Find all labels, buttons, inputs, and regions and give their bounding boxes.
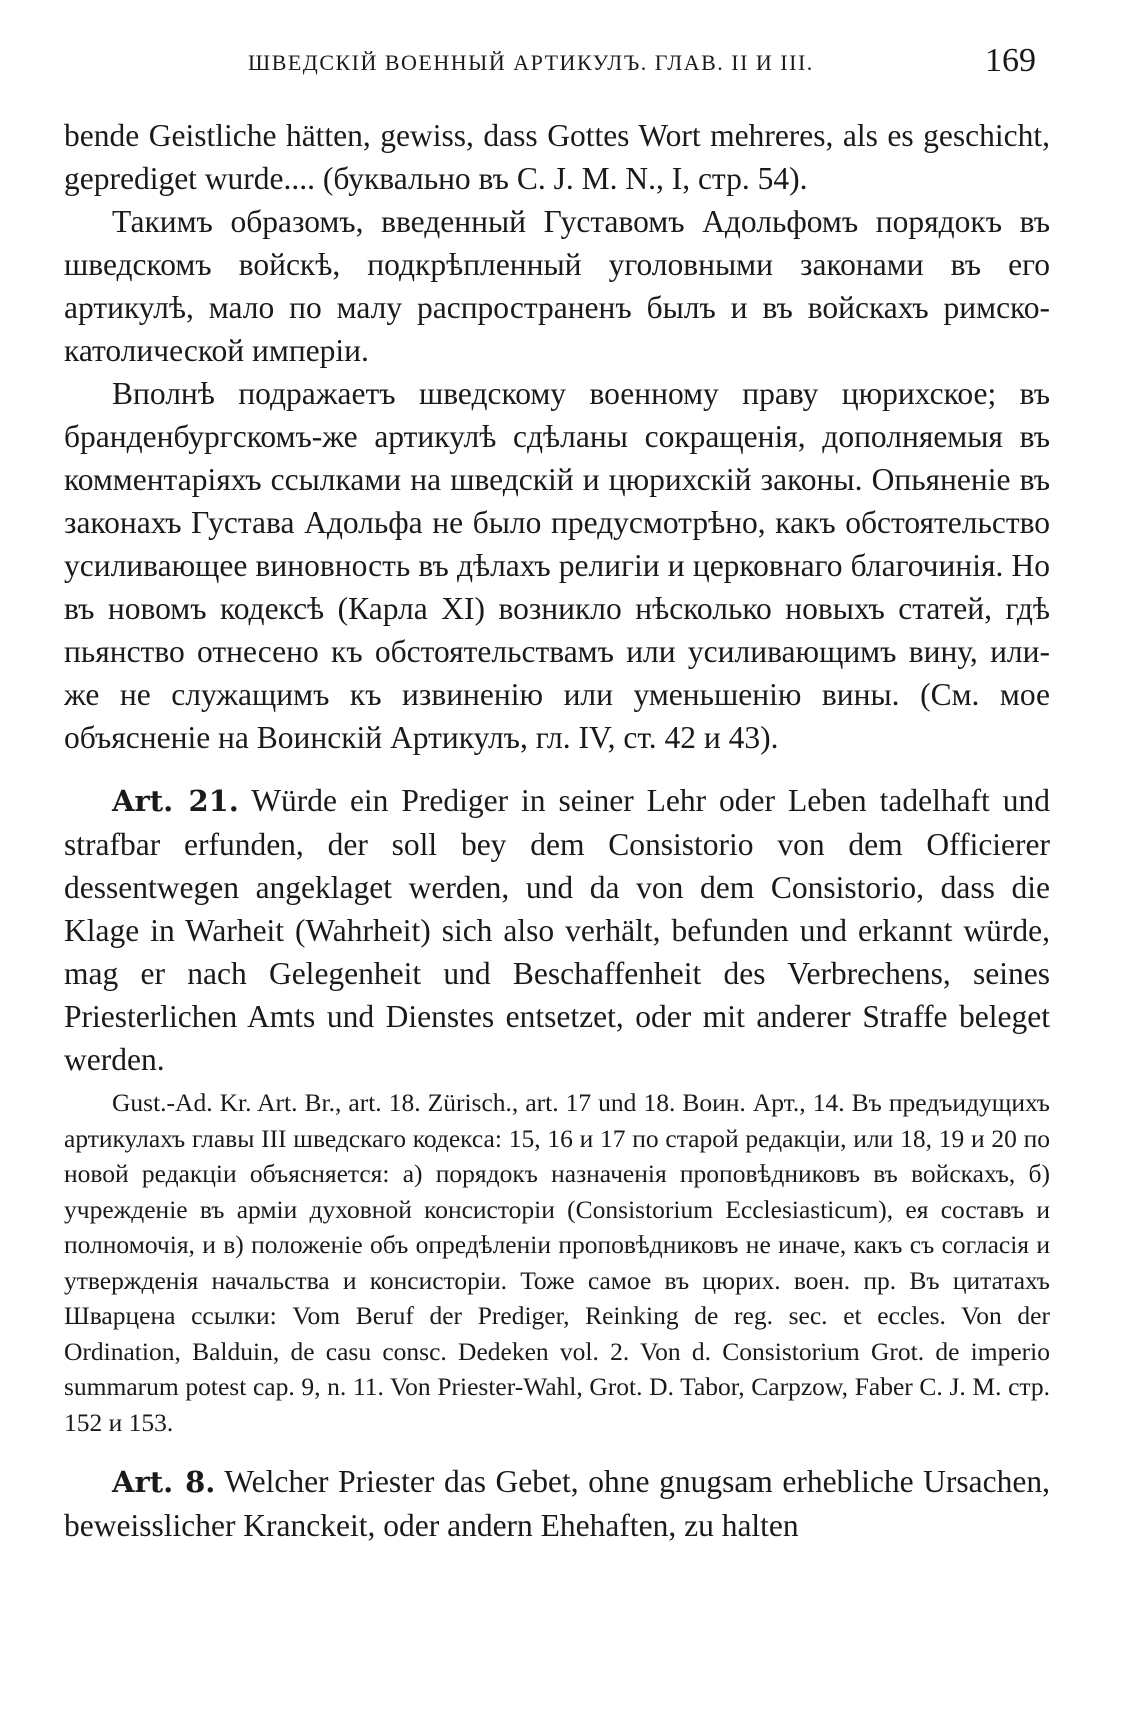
article-8	[64, 1460, 1050, 1547]
paragraph-gustav-adolf-order: Такимъ образомъ, введенный Густавомъ Адольфомъ порядокъ въ шведскомъ войскѣ, подкрѣпленный уголовными законами въ его артикулѣ, мало по малу распространенъ былъ и въ войскахъ римско-католической имперіи.	[64, 204, 1050, 368]
paragraph-zurich-law: Вполнѣ подражаетъ шведскому военному праву цюрихское; въ бранденбургскомъ-же артикулѣ сдѣланы сокращенія, дополняемыя въ комментаріяхъ ссылками на шведскій и цюрихскій законы. Опьяненіе въ законахъ Густава Адольфа не было предусмотрѣно, какъ обстоятельство усиливающее виновность въ дѣлахъ религіи и церковнаго благочинія. Но въ новомъ кодексѣ (Карла XI) возникло нѣсколько новыхъ статей, гдѣ пьянство отнесено къ обстоятельствамъ или усиливающимъ вину, или-же не служащимъ къ извиненію или уменьшенію вины. (См. мое объясненіе на Воинскій Артикулъ, гл. IV, ст. 42 и 43).	[64, 376, 1050, 755]
page-header	[64, 40, 1050, 92]
page-number: 169	[985, 42, 1036, 79]
article-21-text: Würde ein Prediger in seiner Lehr oder Leben tadelhaft und strafbar erfunden, der soll bey dem Consistorio von dem Officierer dessentwegen angeklaget werden, und da von dem Consistorio, dass die Klage in Warheit (Wahrheit) sich also verhält, befunden und erkannt würde, mag er nach Gelegenheit und Beschaffenheit des Verbrechens, seines Priesterlichen Amts und Dienstes entsetzet, oder mit anderer Straffe beleget werden.	[64, 783, 1050, 1077]
running-head: ШВЕДСКІЙ ВОЕННЫЙ АРТИКУЛЪ. ГЛАВ. II И III.	[248, 50, 814, 75]
paragraph-continuation: bende Geistliche hätten, gewiss, dass Gottes Wort mehreres, als es geschicht, geprediget wurde.... (буквально въ C. J. M. N., I, стр. 54).	[64, 118, 1050, 196]
article-8-label: Art. 8.	[112, 1465, 216, 1499]
article-21	[64, 779, 1050, 1081]
article-21-label: Art. 21.	[112, 784, 239, 818]
article-8-text: Welcher Priester das Gebet, ohne gnugsam erhebliche Ursachen, beweisslicher Kranckeit, oder andern Ehehaften, zu halten	[64, 1464, 1050, 1543]
book-page	[64, 40, 1050, 1690]
commentary-note: Gust.-Ad. Kr. Art. Br., art. 18. Zürisch., art. 17 und 18. Воин. Арт., 14. Въ предъидущихъ артикулахъ главы III шведскаго кодекса: 15, 16 и 17 по старой редакціи, или 18, 19 и 20 по новой редакціи объясняется: а) порядокъ назначенія проповѣдниковъ въ войскахъ, б) учрежденіе въ арміи духовной консисторіи (Consistorium Ecclesiasticum), ея составъ и полномочія, и в) положеніе объ опредѣленіи проповѣдниковъ не иначе, какъ съ согласія и утвержденія начальства и консисторіи. Тоже самое въ цюрих. воен. пр. Въ цитатахъ Шварцена ссылки: Vom Beruf der Prediger, Reinking de reg. sec. et eccles. Von der Ordination, Balduin, de casu consc. Dedeken vol. 2. Von d. Consistorium Grot. de imperio summarum potest cap. 9, n. 11. Von Priester-Wahl, Grot. D. Tabor, Carpzow, Faber C. J. M. стр. 152 и 153.	[64, 1088, 1050, 1437]
